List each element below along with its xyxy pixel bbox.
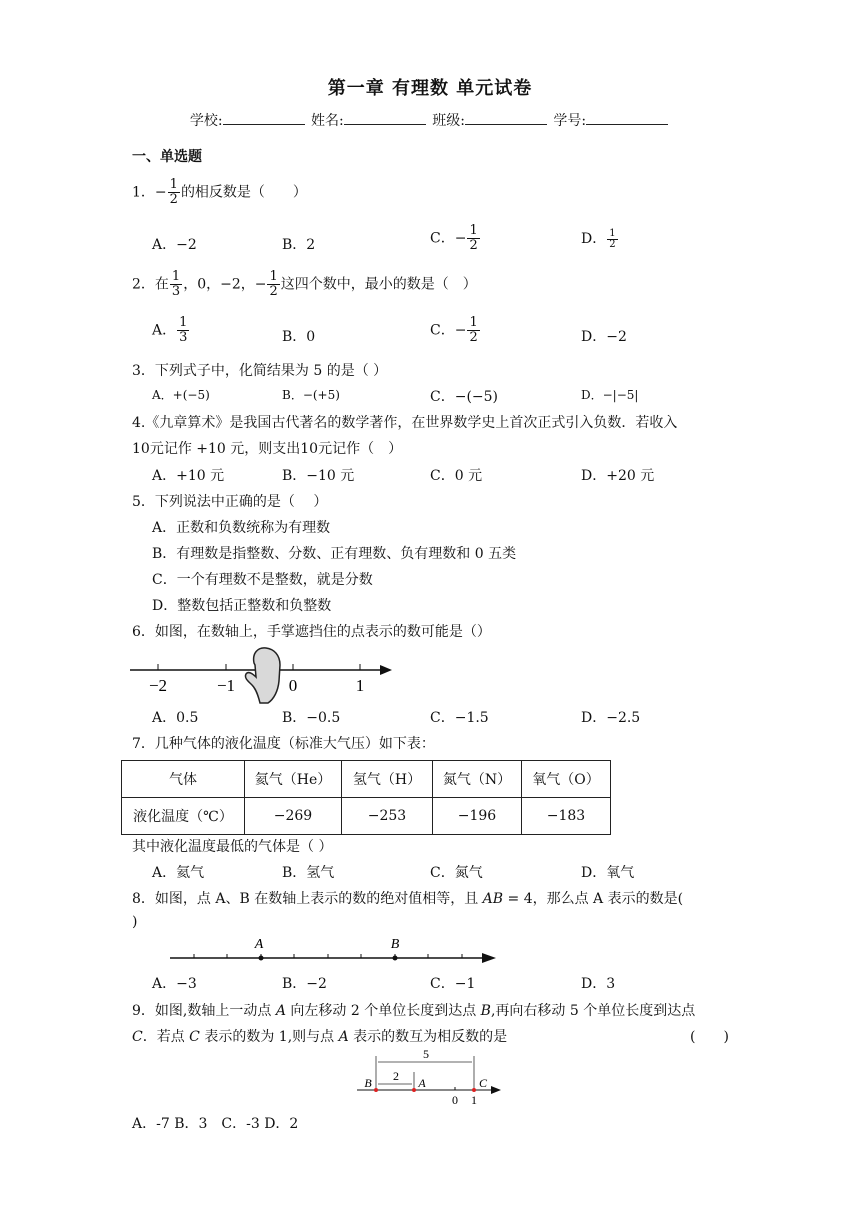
q6-hand-icon xyxy=(245,648,280,703)
table-cell: −269 xyxy=(245,798,342,835)
q2-fraction-1 xyxy=(170,270,182,299)
q9-mid2: ．若点 xyxy=(142,1029,190,1045)
q9-label-a: A xyxy=(418,1076,426,1090)
student-info-line xyxy=(0,110,860,130)
section-title: 一、单选题 xyxy=(132,149,202,165)
class-label: 班级: xyxy=(432,113,465,129)
q8-point-a xyxy=(259,956,264,961)
table-cell: 气体 xyxy=(122,761,245,798)
q7-gas-table xyxy=(121,760,611,835)
table-cell: 氮气（N） xyxy=(433,761,522,798)
question-4-line-1: 4.《九章算术》是我国古代著名的数学著作，在世界数学史上首次正式引入负数．若收入 xyxy=(132,415,678,431)
q9-options[interactable]: A．-7 B．3 C．-3 D．2 xyxy=(132,1116,299,1132)
q3-option-c[interactable]: C．−(−5) xyxy=(430,389,499,405)
q8-option-d[interactable]: D．3 xyxy=(581,976,616,992)
q8-post: ，那么点 A 表示的数是( xyxy=(532,891,684,907)
q9-post2: 表示的数互为相反数的是 xyxy=(348,1029,508,1045)
question-8-line-1 xyxy=(132,888,683,908)
q4-option-b[interactable]: B．−10 元 xyxy=(282,468,355,484)
q8-number-line-figure xyxy=(170,936,500,966)
q4-option-d[interactable]: D．+20 元 xyxy=(581,468,655,484)
q2-c-label: C． xyxy=(430,322,455,339)
table-cell: −253 xyxy=(342,798,433,835)
q8-option-c[interactable]: C．−1 xyxy=(430,976,476,992)
q2-option-a[interactable] xyxy=(152,316,190,345)
q1-fraction xyxy=(168,178,180,207)
q9-point-a xyxy=(412,1088,416,1092)
q1-d-den: 2 xyxy=(609,238,616,250)
q2-a-fraction xyxy=(177,316,189,345)
id-label: 学号: xyxy=(553,113,587,129)
q9-point-b xyxy=(374,1088,378,1092)
q2-f2-den: 2 xyxy=(269,284,278,299)
q9-number-line-figure xyxy=(355,1046,505,1106)
q6-option-d[interactable]: D．−2.5 xyxy=(581,710,641,726)
q2-c-fraction xyxy=(467,316,479,345)
table-row xyxy=(122,761,611,798)
q9-pre: 9．如图,数轴上一动点 xyxy=(132,1003,276,1019)
q7-option-c[interactable]: C．氮气 xyxy=(430,865,483,881)
q9-a: A xyxy=(275,1003,286,1019)
q1-c-num: 1 xyxy=(469,223,478,238)
q1-c-minus: − xyxy=(454,230,467,247)
q8-point-b xyxy=(393,956,398,961)
q1-number: 1． xyxy=(132,184,155,201)
q2-c-den: 2 xyxy=(469,330,478,345)
q1-option-d[interactable] xyxy=(581,228,619,250)
q1-frac-den: 2 xyxy=(169,192,178,207)
question-1-stem xyxy=(132,178,307,207)
q8-option-a[interactable]: A．−3 xyxy=(152,976,197,992)
q6-number-line-figure xyxy=(128,645,408,705)
q9-mid3: 表示的数为 1,则与点 xyxy=(199,1029,339,1045)
q9-label-five: 5 xyxy=(423,1047,429,1061)
q6-label-neg2: −2 xyxy=(148,676,168,695)
q9-c: C xyxy=(132,1029,143,1045)
q6-label-0: 0 xyxy=(288,676,298,695)
name-blank[interactable] xyxy=(344,112,426,125)
class-blank[interactable] xyxy=(465,112,547,125)
q1-option-c[interactable] xyxy=(430,224,481,253)
question-9-line-2 xyxy=(132,1026,507,1046)
q2-a-num: 1 xyxy=(179,315,188,330)
q5-option-a[interactable]: A．正数和负数统称为有理数 xyxy=(152,520,331,536)
q1-c-fraction xyxy=(467,224,479,253)
school-label: 学校: xyxy=(189,113,223,129)
q2-number: 2．在 xyxy=(132,276,169,293)
q2-option-c[interactable] xyxy=(430,316,481,345)
q1-option-b[interactable]: B．2 xyxy=(282,237,316,253)
name-label: 姓名: xyxy=(311,113,344,129)
q6-label-1: 1 xyxy=(355,676,365,695)
q2-a-den: 3 xyxy=(179,330,188,345)
table-cell: 氢气（H） xyxy=(342,761,433,798)
q7-option-b[interactable]: B．氢气 xyxy=(282,865,335,881)
table-cell: 氦气（He） xyxy=(245,761,342,798)
question-9-line-1 xyxy=(132,1000,695,1020)
q2-mid: ，0，−2， xyxy=(183,276,255,293)
table-row xyxy=(122,798,611,835)
q4-option-c[interactable]: C．0 元 xyxy=(430,468,483,484)
q2-f1-den: 3 xyxy=(171,284,181,299)
table-cell: 氧气（O） xyxy=(522,761,611,798)
id-blank[interactable] xyxy=(586,112,668,125)
question-3-stem: 3．下列式子中，化简结果为 5 的是（ ） xyxy=(132,363,388,379)
q1-minus: − xyxy=(154,184,167,201)
question-2-stem xyxy=(132,270,477,299)
question-5-stem: 5．下列说法中正确的是（ ） xyxy=(132,494,328,510)
q1-c-label: C． xyxy=(430,230,455,247)
q2-c-num: 1 xyxy=(469,315,478,330)
question-6-stem: 6．如图，在数轴上，手掌遮挡住的点表示的数可能是（） xyxy=(132,624,491,640)
q9-arrow-icon xyxy=(491,1086,501,1094)
q3-option-b[interactable]: B．−(+5) xyxy=(282,388,340,402)
q1-frac-num: 1 xyxy=(169,177,178,192)
q3-option-a[interactable]: A．+(−5) xyxy=(152,388,210,402)
q2-minus: − xyxy=(254,276,267,293)
q4-option-a[interactable]: A．+10 元 xyxy=(152,468,225,484)
q2-f2-num: 1 xyxy=(269,269,278,284)
q1-text: 的相反数是（ ） xyxy=(180,184,307,201)
q8-math: AB xyxy=(482,891,504,907)
q2-a-label: A． xyxy=(152,322,177,339)
q9-point-c xyxy=(472,1088,476,1092)
q9-label-b: B xyxy=(364,1076,372,1090)
q1-d-num: 1 xyxy=(609,227,616,239)
q8-pre: 8．如图，点 A、B 在数轴上表示的数的绝对值相等，且 xyxy=(132,891,483,907)
q8-arrow-icon xyxy=(482,953,496,963)
q1-d-label: D． xyxy=(581,231,607,247)
table-cell: −196 xyxy=(433,798,522,835)
q5-option-c[interactable]: C．一个有理数不是整数，就是分数 xyxy=(152,572,373,588)
school-blank[interactable] xyxy=(223,112,305,125)
q6-option-c[interactable]: C．−1.5 xyxy=(430,710,489,726)
q2-fraction-2 xyxy=(267,270,279,299)
q9-mid: 向左移动 2 个单位长度到达点 xyxy=(285,1003,481,1019)
q9-c2: C xyxy=(189,1029,200,1045)
q9-label-zero: 0 xyxy=(452,1093,458,1107)
question-4-line-2: 10元记作 +10 元，则支出10元记作（ ） xyxy=(132,441,403,457)
q9-label-two: 2 xyxy=(393,1069,399,1083)
q6-arrow-icon xyxy=(380,665,392,675)
q2-c-minus: − xyxy=(454,322,467,339)
table-cell: 液化温度（℃） xyxy=(122,798,245,835)
q5-option-d[interactable]: D．整数包括正整数和负整数 xyxy=(152,598,332,614)
q7-option-d[interactable]: D．氧气 xyxy=(581,865,635,881)
q9-label-c: C xyxy=(478,1076,488,1090)
q2-option-b[interactable]: B．0 xyxy=(282,329,316,345)
table-cell: −183 xyxy=(522,798,611,835)
q8-eq: = 4 xyxy=(503,891,533,907)
q6-option-a[interactable]: A．0.5 xyxy=(152,710,199,726)
q7-option-a[interactable]: A．氦气 xyxy=(152,865,205,881)
q9-label-one: 1 xyxy=(471,1093,477,1107)
q7-sub-question: 其中液化温度最低的气体是（ ） xyxy=(132,839,333,855)
q8-label-b: B xyxy=(390,937,400,952)
q9-post: ,再向右移动 5 个单位长度到达点 xyxy=(490,1003,696,1019)
q2-f1-num: 1 xyxy=(171,269,181,284)
q3-option-d[interactable]: D．−|−5| xyxy=(581,388,639,402)
q9-a2: A xyxy=(338,1029,349,1045)
q8-label-a: A xyxy=(254,937,264,952)
q1-option-a[interactable]: A．−2 xyxy=(152,237,197,253)
q8-option-b[interactable]: B．−2 xyxy=(282,976,327,992)
page-title: 第一章 有理数 单元试卷 xyxy=(327,78,533,99)
q1-c-den: 2 xyxy=(469,238,478,253)
q2-option-d[interactable]: D．−2 xyxy=(581,329,627,345)
question-8-line-2: ) xyxy=(132,914,138,930)
q9-answer-paren: ( ) xyxy=(690,1029,729,1045)
q5-option-b[interactable]: B．有理数是指整数、分数、正有理数、负有理数和 0 五类 xyxy=(152,546,517,562)
q6-label-neg1: −1 xyxy=(216,676,236,695)
question-7-stem: 7．几种气体的液化温度（标准大气压）如下表： xyxy=(132,736,435,752)
q6-option-b[interactable]: B．−0.5 xyxy=(282,710,341,726)
q2-text: 这四个数中，最小的数是（ ） xyxy=(280,276,477,293)
q1-d-fraction xyxy=(607,229,617,250)
q9-b: B xyxy=(480,1003,491,1019)
